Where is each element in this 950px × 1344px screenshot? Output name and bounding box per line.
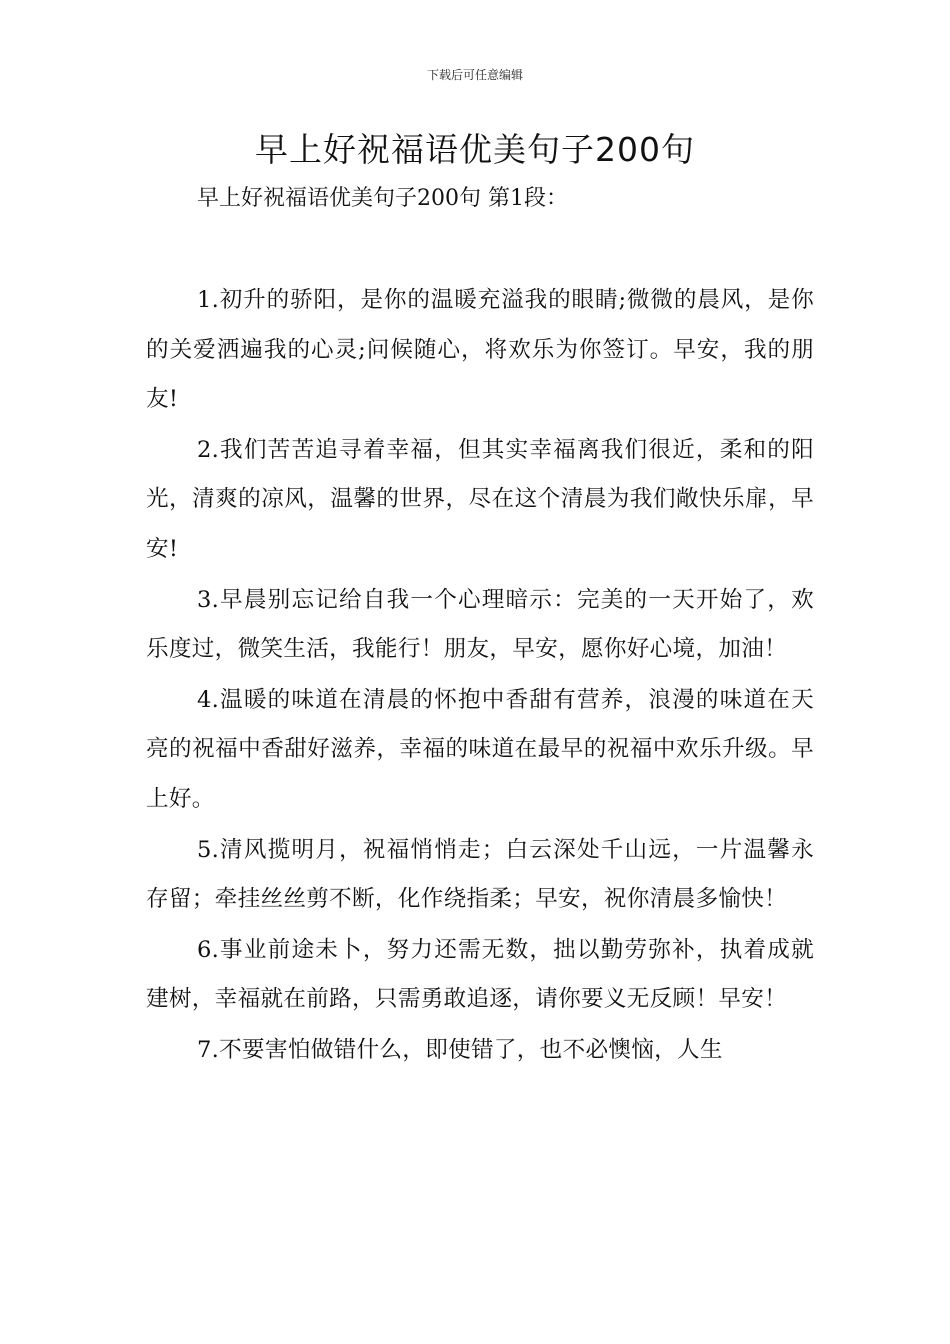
document-body [146, 276, 814, 1077]
section-heading: 早上好祝福语优美句子200句 第1段： [197, 186, 568, 211]
document-title: 早上好祝福语优美句子200句 [255, 130, 695, 169]
paragraph-6: 6.事业前途未卜，努力还需无数，拙以勤劳弥补，执着成就建树，幸福就在前路，只需勇敢追逐，请你要义无反顾！早安！ [146, 936, 814, 1013]
paragraph-5: 5.清风揽明月，祝福悄悄走；白云深处千山远，一片温馨永存留；牵挂丝丝剪不断，化作绕指柔；早安，祝你清晨多愉快！ [146, 836, 814, 913]
paragraph-3: 3.早晨别忘记给自我一个心理暗示：完美的一天开始了，欢乐度过，微笑生活，我能行！朋友，早安，愿你好心境，加油！ [146, 586, 814, 663]
paragraph-4: 4.温暖的味道在清晨的怀抱中香甜有营养，浪漫的味道在天亮的祝福中香甜好滋养，幸福的味道在最早的祝福中欢乐升级。早上好。 [146, 686, 814, 812]
paragraph-2: 2.我们苦苦追寻着幸福，但其实幸福离我们很近，柔和的阳光，清爽的凉风，温馨的世界，尽在这个清晨为我们敞快乐扉，早安! [146, 436, 814, 562]
header-note: 下载后可任意编辑 [426, 68, 523, 82]
paragraph-1: 1.初升的骄阳，是你的温暖充溢我的眼睛;微微的晨风，是你的关爱洒遍我的心灵;问候随心，将欢乐为你签订。早安，我的朋友! [146, 287, 814, 413]
paragraph-7: 7.不要害怕做错什么，即使错了，也不必懊恼，人生 [197, 1036, 723, 1063]
